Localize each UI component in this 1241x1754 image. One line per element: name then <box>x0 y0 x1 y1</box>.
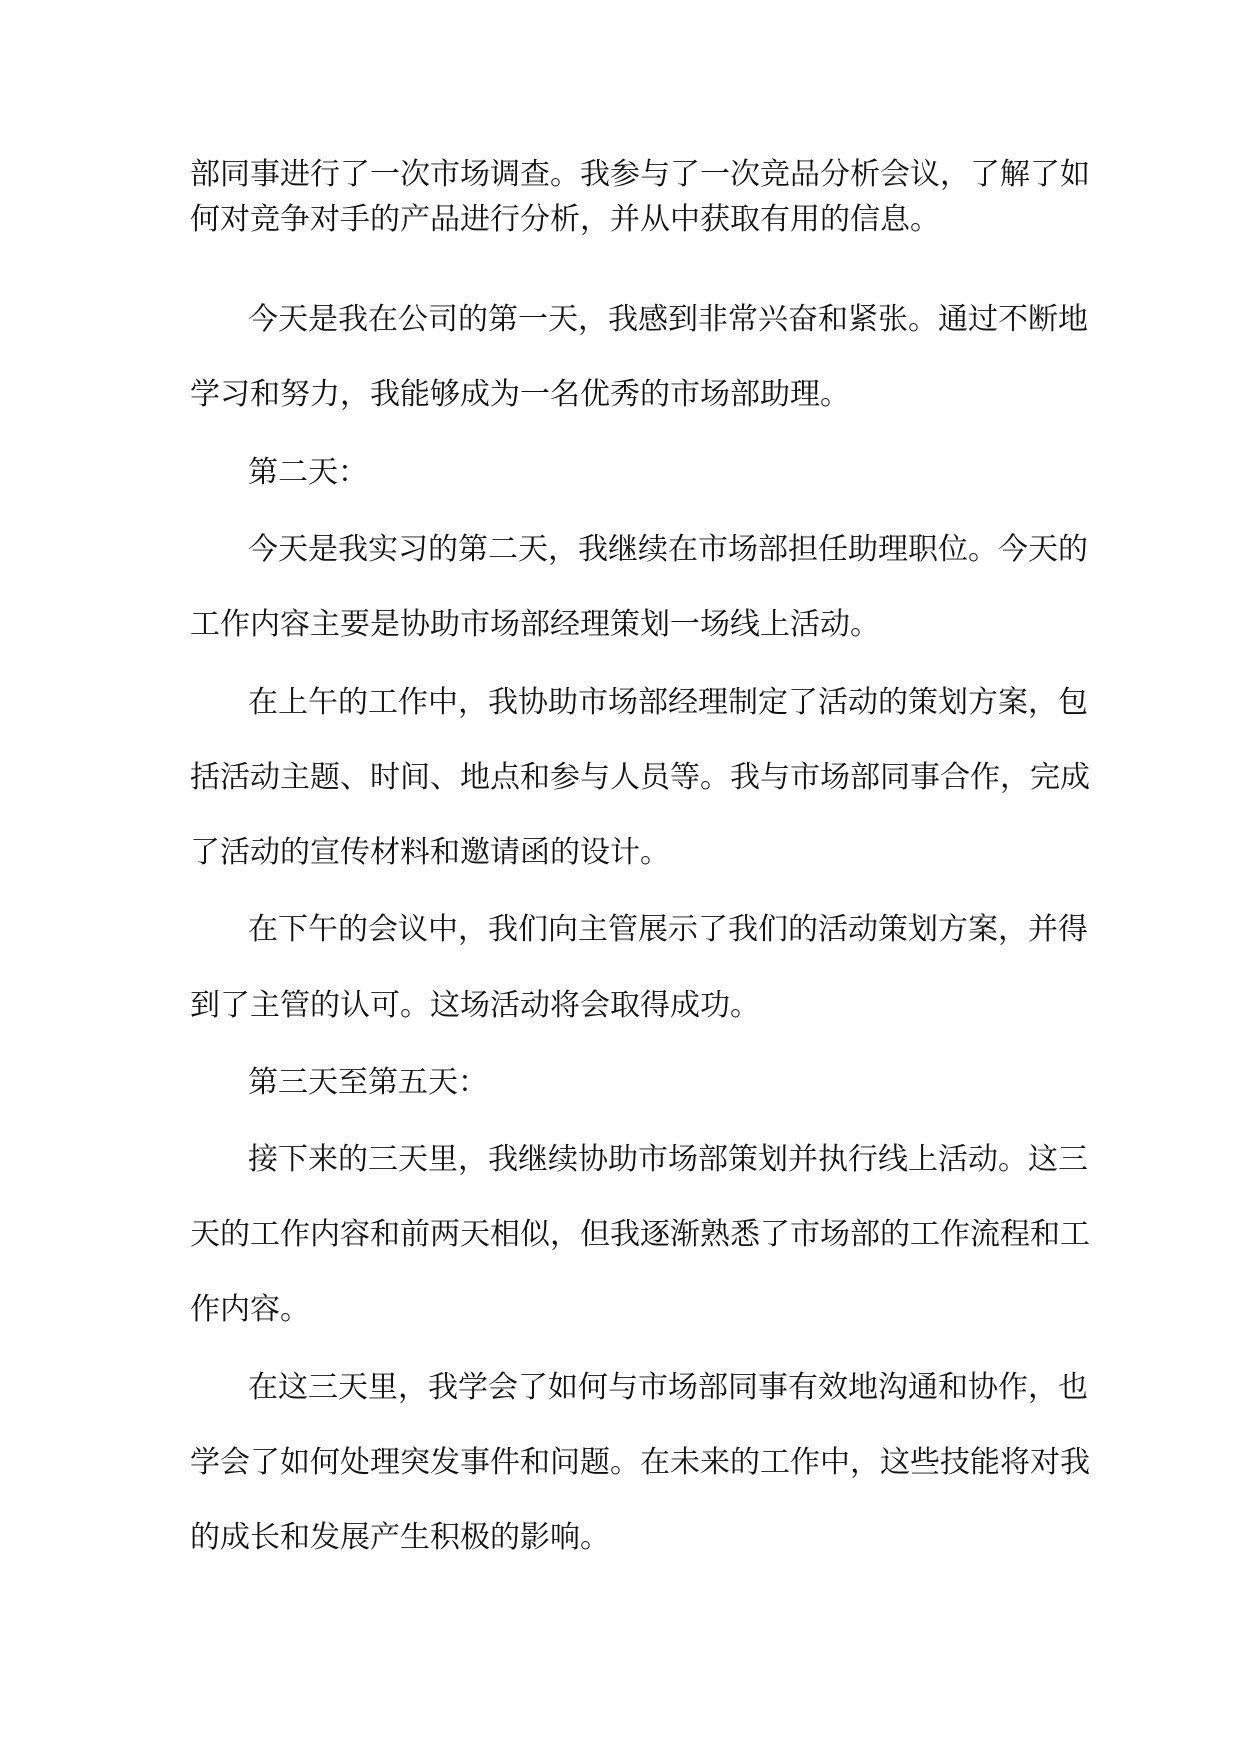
text-line: 何对竞争对手的产品进行分析，并从中获取有用的信息。 <box>190 202 940 237</box>
text-line: 的成长和发展产生积极的影响。 <box>190 1520 610 1555</box>
paragraph-first-line: 接下来的三天里，我继续协助市场部策划并执行线上活动。这三 <box>248 1142 1088 1177</box>
text-line: 括活动主题、时间、地点和参与人员等。我与市场部同事合作，完成 <box>190 760 1090 795</box>
section-heading: 第三天至第五天： <box>248 1065 488 1100</box>
text-line: 天的工作内容和前两天相似，但我逐渐熟悉了市场部的工作流程和工 <box>190 1217 1090 1252</box>
text-line: 作内容。 <box>190 1292 310 1327</box>
text-line: 工作内容主要是协助市场部经理策划一场线上活动。 <box>190 607 880 642</box>
paragraph-first-line: 今天是我实习的第二天，我继续在市场部担任助理职位。今天的 <box>248 532 1088 567</box>
text-line: 部同事进行了一次市场调查。我参与了一次竞品分析会议，了解了如 <box>190 157 1090 192</box>
text-line: 学会了如何处理突发事件和问题。在未来的工作中，这些技能将对我 <box>190 1445 1090 1480</box>
text-line: 到了主管的认可。这场活动将会取得成功。 <box>190 988 760 1023</box>
text-line: 学习和努力，我能够成为一名优秀的市场部助理。 <box>190 377 850 412</box>
section-heading: 第二天： <box>248 455 368 490</box>
text-line: 了活动的宣传材料和邀请函的设计。 <box>190 835 670 870</box>
paragraph-first-line: 在上午的工作中，我协助市场部经理制定了活动的策划方案，包 <box>248 685 1088 720</box>
paragraph-first-line: 今天是我在公司的第一天，我感到非常兴奋和紧张。通过不断地 <box>248 302 1088 337</box>
paragraph-first-line: 在这三天里，我学会了如何与市场部同事有效地沟通和协作，也 <box>248 1370 1088 1405</box>
paragraph-first-line: 在下午的会议中，我们向主管展示了我们的活动策划方案，并得 <box>248 912 1088 947</box>
